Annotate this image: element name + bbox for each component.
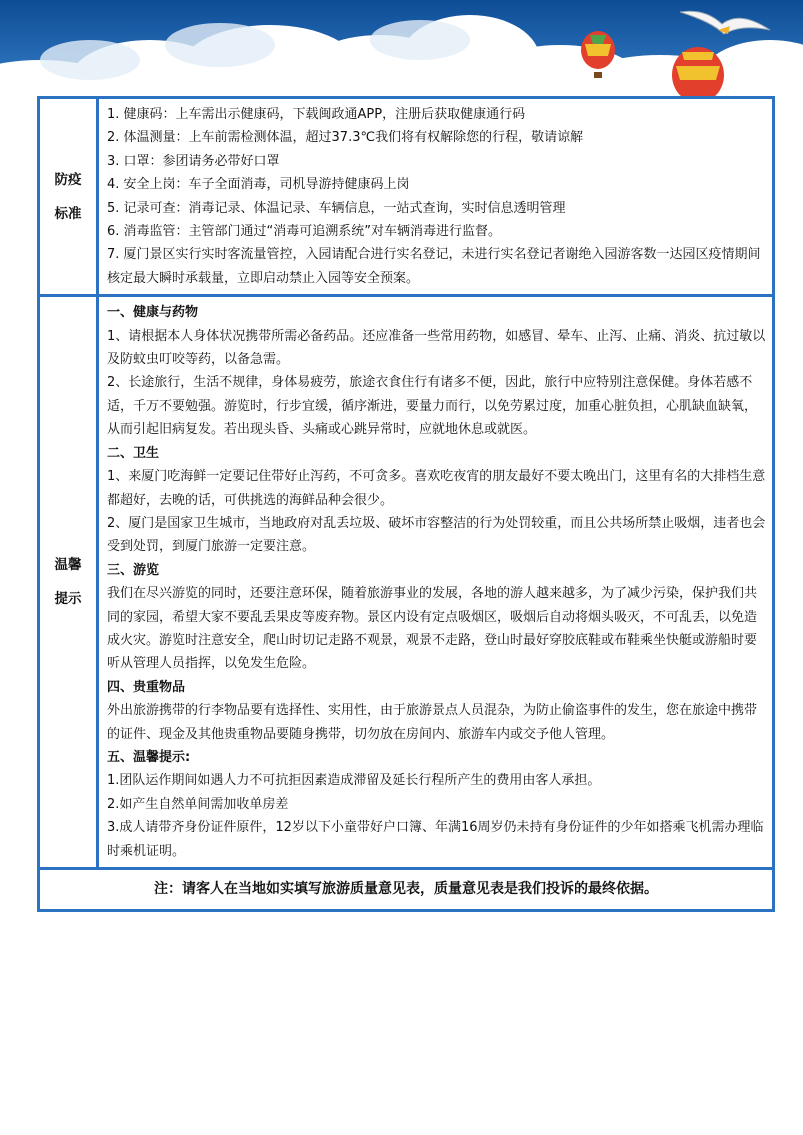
prevention-content	[99, 99, 772, 294]
travel-notice-table	[37, 96, 775, 912]
header-banner	[0, 0, 803, 110]
prevention-row	[40, 99, 772, 297]
tips-paragraph: 1、来厦门吃海鲜一定要记住带好止泻药，不可贪多。喜欢吃夜宵的朋友最好不要太晚出门，这里有名的大排档生意都超好，去晚的话，可供挑选的海鲜品种会很少。	[107, 469, 766, 508]
prevention-item: 7. 厦门景区实行实时客流量管控，入园请配合进行实名登记，未进行实名登记者谢绝入园游客数一达园区疫情期间核定最大瞬时承载量，立即启动禁止入园等安全预案。	[107, 247, 761, 286]
tips-paragraph: 1、请根据本人身体状况携带所需必备药品。还应准备一些常用药物，如感冒、晕车、止泻、止痛、消炎、抗过敏以及防蚊虫叮咬等药，以备急需。	[107, 328, 766, 368]
section-title-sightseeing: 三、游览	[107, 562, 160, 578]
tips-content	[99, 297, 772, 867]
prevention-item: 4. 安全上岗：车子全面消毒，司机导游持健康码上岗	[107, 177, 410, 193]
tips-label	[40, 297, 99, 867]
tips-paragraph: 2、长途旅行，生活不规律，身体易疲劳，旅途衣食住行有诸多不便，因此，旅行中应特别注意保健。身体若感不适，千万不要勉强。游览时，行步宜缓，循序渐进，要量力而行，以免劳累过度，加重心脏负担，心肌缺血缺氧，从而引起旧病复发。若出现头昏、头痛或心跳异常时，应就地休息或就医。	[107, 375, 758, 438]
prevention-item: 2. 体温测量：上车前需检测体温，超过37.3℃我们将有权解除您的行程，敬请谅解	[107, 130, 584, 146]
tips-label-line2: 提示	[54, 591, 82, 608]
footer-note: 注：请客人在当地如实填写旅游质量意见表，质量意见表是我们投诉的最终依据。	[154, 881, 658, 897]
tips-paragraph: 1.团队运作期间如遇人力不可抗拒因素造成滞留及延长行程所产生的费用由客人承担。	[107, 773, 601, 789]
footer-note-row	[40, 870, 772, 909]
tips-paragraph: 2、厦门是国家卫生城市，当地政府对乱丢垃圾、破坏市容整洁的行为处罚较重，而且公共场所禁止吸烟，违者也会受到处罚，到厦门旅游一定要注意。	[107, 515, 766, 555]
tips-paragraph: 我们在尽兴游览的同时，还要注意环保，随着旅游事业的发展，各地的游人越来越多，为了减少污染，保护我们共同的家园，希望大家不要乱丢果皮等废弃物。景区内设有定点吸烟区，吸烟后自动将烟头吸灭，不可乱丢，以免造成火灾。游览时注意安全，爬山时切记走路不观景，观景不走路，登山时最好穿胶底鞋或布鞋乘坐快艇或游船时要听从管理人员指挥，以免发生危险。	[107, 586, 758, 672]
section-title-valuables: 四、贵重物品	[107, 679, 186, 695]
tips-paragraph: 2.如产生自然单间需加收单房差	[107, 796, 289, 812]
prevention-item: 5. 记录可查：消毒记录、体温记录、车辆信息，一站式查询，实时信息透明管理	[107, 200, 566, 216]
tips-label-line1: 温馨	[54, 557, 82, 574]
prevention-label-line1: 防疫	[54, 171, 82, 188]
prevention-item: 3. 口罩：参团请务必带好口罩	[107, 153, 280, 169]
prevention-item: 6. 消毒监管：主管部门通过“消毒可追溯系统”对车辆消毒进行监督。	[107, 224, 502, 240]
sky-clouds-illustration	[0, 0, 803, 110]
tips-paragraph: 外出旅游携带的行李物品要有选择性、实用性，由于旅游景点人员混杂，为防止偷盗事件的发生，您在旅途中携带的证件、现金及其他贵重物品要随身携带，切勿放在房间内、旅游车内或交予他人管理。	[107, 703, 758, 742]
section-title-reminder: 五、温馨提示:	[107, 749, 191, 765]
tips-row	[40, 297, 772, 870]
section-title-hygiene: 二、卫生	[107, 445, 160, 461]
prevention-item: 1. 健康码：上车需出示健康码，下载闽政通APP，注册后获取健康通行码	[107, 107, 526, 122]
prevention-label	[40, 99, 99, 294]
section-title-health: 一、健康与药物	[107, 305, 199, 321]
prevention-label-line2: 标准	[54, 205, 82, 222]
tips-paragraph: 3.成人请带齐身份证件原件，12岁以下小童带好户口簿、年满16周岁仍未持有身份证件的少年如搭乘飞机需办理临时乘机证明。	[107, 820, 764, 859]
